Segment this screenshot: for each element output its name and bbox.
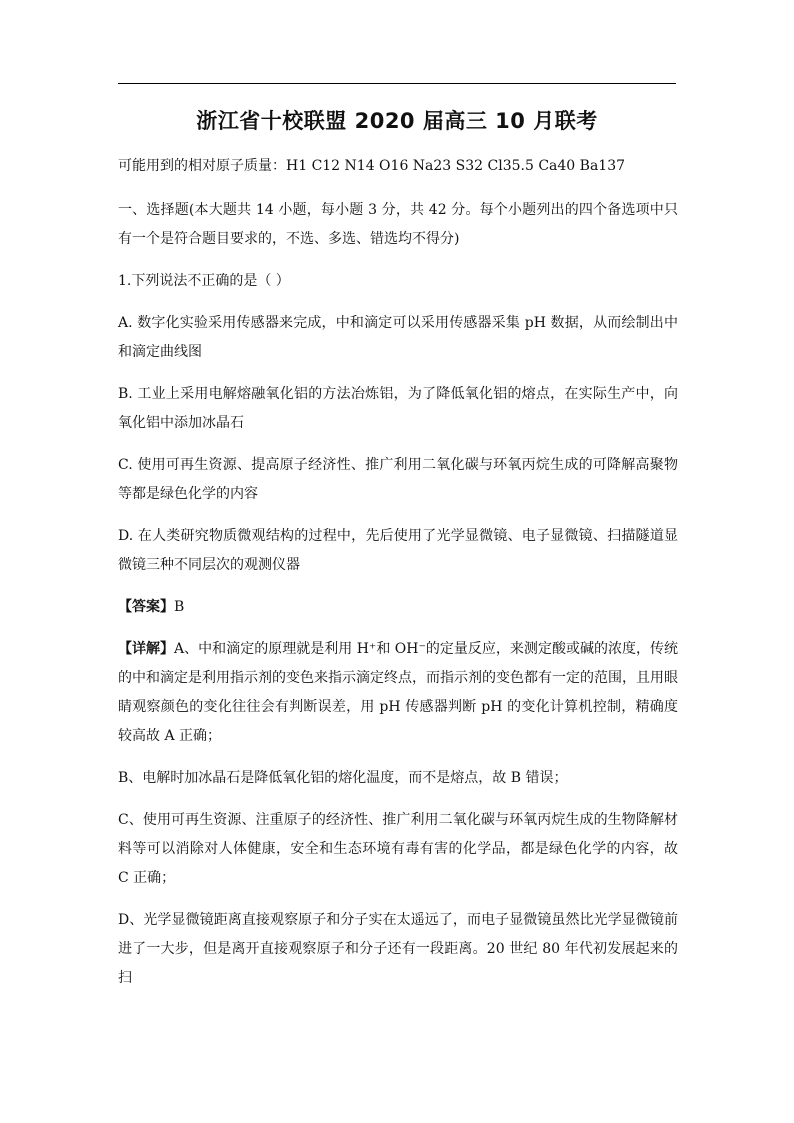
section-header: 一、选择题(本大题共 14 小题，每小题 3 分，共 42 分。每个小题列出的四个备选项中只有一个是符合题目要求的，不选、多选、错选均不得分) bbox=[118, 202, 678, 247]
explanation-c: C、使用可再生资源、注重原子的经济性、推广利用二氧化碳与环氧丙烷生成的生物降解材料等可以消除对人体健康，安全和生态环境有毒有害的化学品，都是绿色化学的内容，故 C 正确； bbox=[118, 812, 678, 886]
explanation-b: B、电解时加冰晶石是降低氧化铝的熔化温度，而不是熔点，故 B 错误； bbox=[118, 770, 568, 786]
header-rule bbox=[118, 83, 676, 84]
document-body bbox=[118, 152, 678, 1006]
question-stem: 1.下列说法不正确的是（ ） bbox=[118, 273, 290, 289]
answer-label: 【答案】 bbox=[118, 599, 174, 615]
page-title: 浙江省十校联盟 2020 届高三 10 月联考 bbox=[196, 109, 598, 133]
option-d: D. 在人类研究物质微观结构的过程中，先后使用了光学显微镜、电子显微镜、扫描隧道显微镜三种不同层次的观测仪器 bbox=[118, 528, 678, 573]
option-a: A. 数字化实验采用传感器来完成，中和滴定可以采用传感器采集 pH 数据，从而绘制出中和滴定曲线图 bbox=[118, 315, 678, 360]
explanation-d: D、光学显微镜距离直接观察原子和分子实在太遥远了，而电子显微镜虽然比光学显微镜前进了一大步，但是离开直接观察原子和分子还有一段距离。20 世纪 80 年代初发展起来的扫 bbox=[118, 912, 678, 986]
atomic-masses-line: 可能用到的相对原子质量：H1 C12 N14 O16 Na23 S32 Cl35.5 Ca40 Ba137 bbox=[118, 158, 626, 174]
answer-value: B bbox=[174, 599, 185, 615]
explanation-label: 【详解】 bbox=[118, 641, 175, 657]
explanation-a bbox=[118, 635, 678, 751]
option-b: B. 工业上采用电解熔融氧化铝的方法冶炼铝，为了降低氧化铝的熔点，在实际生产中，向氧化铝中添加冰晶石 bbox=[118, 386, 678, 431]
answer-line bbox=[118, 593, 678, 622]
option-c: C. 使用可再生资源、提高原子经济性、推广利用二氧化碳与环氧丙烷生成的可降解高聚物等都是绿色化学的内容 bbox=[118, 457, 678, 502]
explanation-a-text: A、中和滴定的原理就是利用 H⁺和 OH⁻的定量反应，来测定酸或碱的浓度，传统的中和滴定是利用指示剂的变色来指示滴定终点，而指示剂的变色都有一定的范围，且用眼睛观察颜色的变化往往会有判断误差，用 pH 传感器判断 pH 的变化计算机控制，精确度较高故 A 正确； bbox=[118, 641, 679, 744]
